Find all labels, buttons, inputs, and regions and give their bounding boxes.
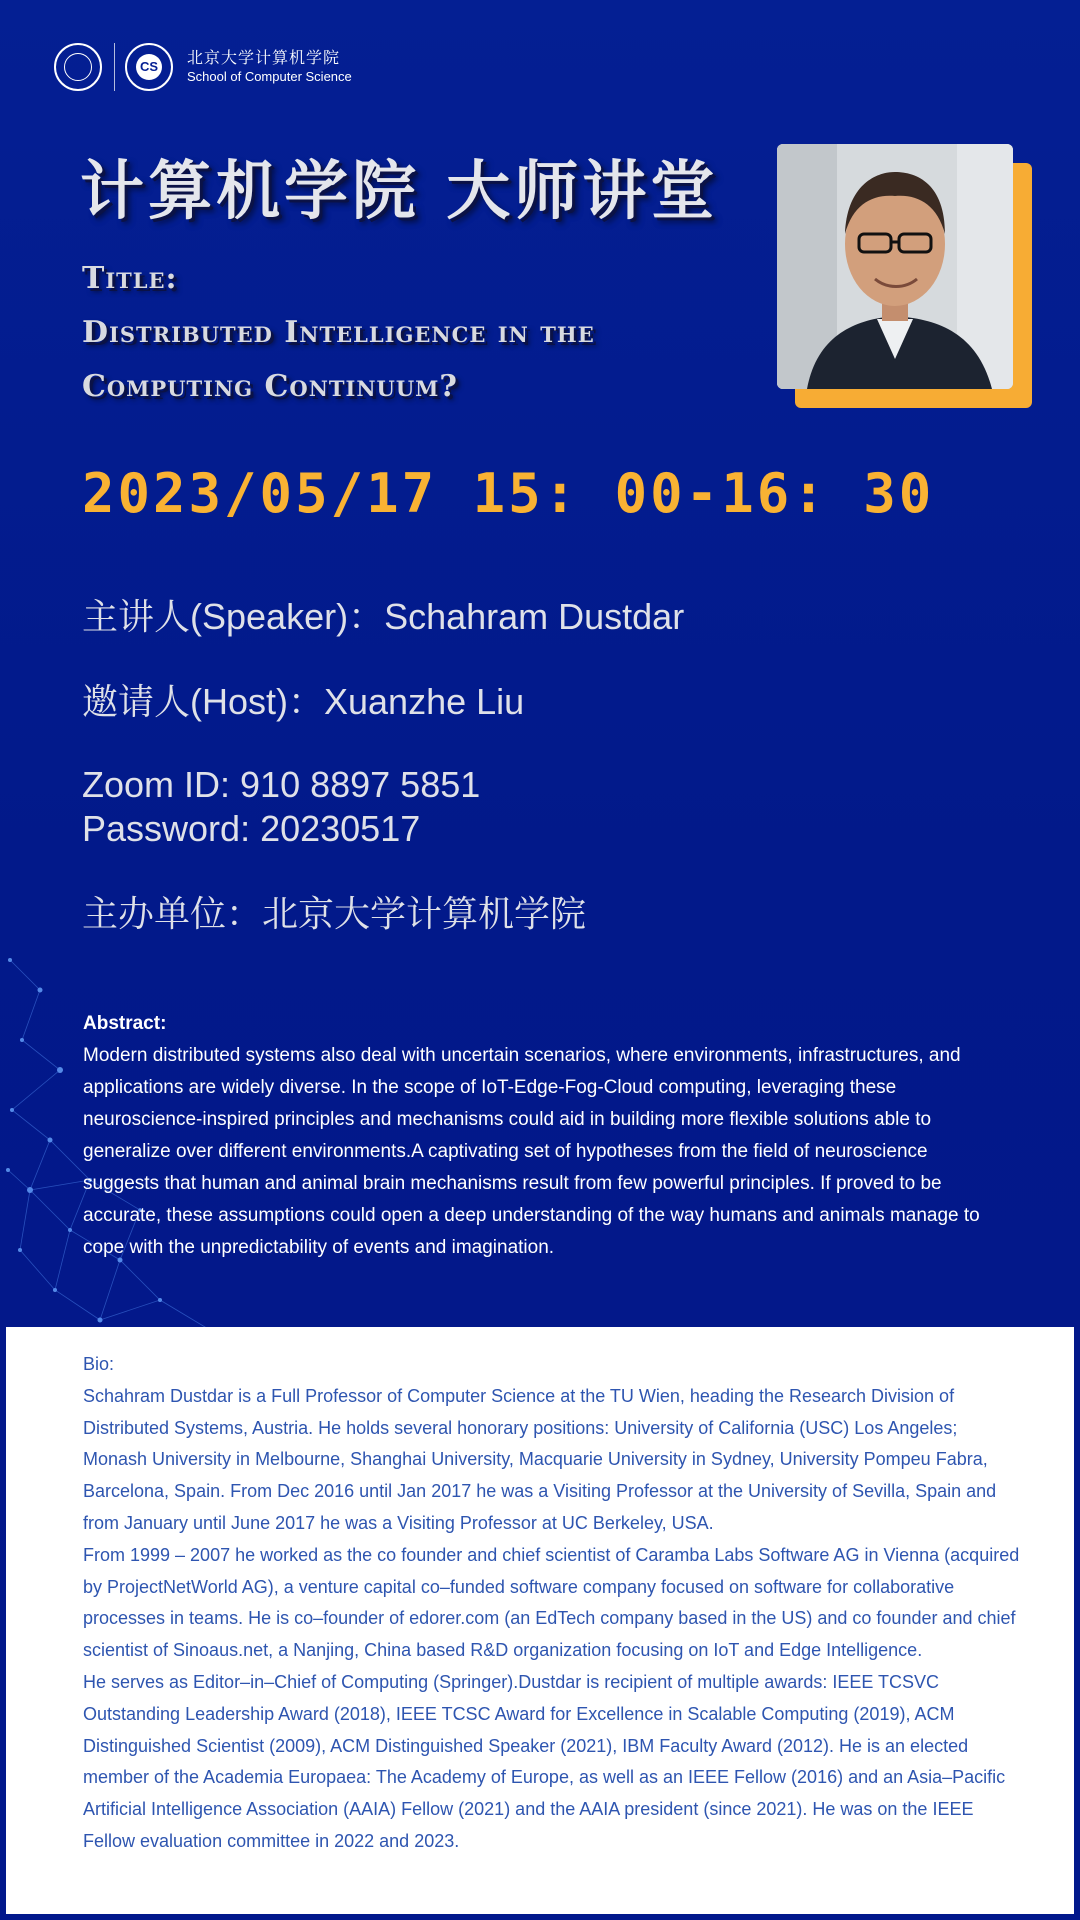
- school-name-cn: 北京大学计算机学院: [187, 50, 341, 67]
- bio-section: [83, 1349, 1023, 1858]
- bio-paragraph-1: Schahram Dustdar is a Full Professor of Computer Science at the TU Wien, heading the Research Division of Distributed Systems, Austria. He holds several honorary positions: University of California (USC) Los Angeles; Monash University in Melbourne, Shanghai University, Macquarie University in Sydney, University Pompeu Fabra, Barcelona, Spain. From Dec 2016 until Jan 2017 he was a Visiting Professor at the University of Sevilla, Spain and from January until June 2017 he was a Visiting Professor at UC Berkeley, USA.: [83, 1385, 997, 1533]
- main-title: 计算机学院 大师讲堂: [80, 155, 719, 229]
- talk-title: [82, 252, 722, 414]
- school-name-en: School of Computer Science: [187, 69, 352, 84]
- bio-panel: [6, 1327, 1074, 1914]
- bio-paragraph-2: From 1999 – 2007 he worked as the co founder and chief scientist of Caramba Labs Software AG in Vienna (acquired by ProjectNetWorld AG), a venture capital co–funded software company focused on software for collaborative processes in teams. He is co–founder of edorer.com (an EdTech company based in the US) and co founder and chief scientist of Sinoaus.net, a Nanjing, China based R&D organization focusing on IoT and Edge Intelligence.: [83, 1544, 1020, 1661]
- cs-logo-text: CS: [136, 54, 162, 80]
- organizer-line: 主办单位：北京大学计算机学院: [82, 893, 587, 934]
- host-line: 邀请人(Host)：Xuanzhe Liu: [82, 681, 525, 722]
- logo-divider: [114, 43, 115, 91]
- abstract-text: Modern distributed systems also deal with uncertain scenarios, where environments, infrastructures, and applications are widely diverse. In the scope of IoT-Edge-Fog-Cloud computing, leveraging these neuroscience-inspired principles and mechanisms could aid in building more flexible solutions able to generalize over different environments.A captivating set of hypotheses from the field of neuroscience suggests that human and animal brain mechanisms result from few powerful principles. If proved to be accurate, these assumptions could open a deep understanding of the way humans and animals manage to cope with the unpredictability of events and imagination.: [83, 1045, 980, 1258]
- bio-label: Bio:: [83, 1354, 115, 1374]
- speaker-line: 主讲人(Speaker)：Schahram Dustdar: [82, 596, 685, 637]
- speaker-photo: [777, 144, 1013, 389]
- logo-bar: [54, 40, 352, 94]
- abstract-label: Abstract:: [83, 1013, 167, 1034]
- zoom-password: Password: 20230517: [82, 808, 421, 849]
- cs-seal-icon: [125, 43, 173, 91]
- event-datetime: 2023/05/17 15: 00-16: 30: [82, 462, 935, 525]
- zoom-id: Zoom ID: 910 8897 5851: [82, 764, 481, 805]
- talk-title-line1: Distributed Intelligence in the: [82, 315, 595, 350]
- bio-paragraph-3: He serves as Editor–in–Chief of Computing (Springer).Dustdar is recipient of multiple awards: IEEE TCSVC Outstanding Leadership Award (2018), IEEE TCSC Award for Excellence in Scalable Computing (2019), ACM Distinguished Scientist (2009), ACM Distinguished Speaker (2021), IBM Faculty Award (2012). He is an elected member of the Academia Europaea: The Academy of Europe, as well as an IEEE Fellow (2016) and an Asia–Pacific Artificial Intelligence Association (AAIA) Fellow (2021) and the AAIA president (since 2021). He was on the IEEE Fellow evaluation committee in 2022 and 2023.: [83, 1671, 1006, 1851]
- pku-seal-icon: [54, 43, 102, 91]
- talk-title-label: Title:: [82, 261, 178, 296]
- talk-title-line2: Computing Continuum?: [82, 369, 459, 404]
- school-names: [187, 49, 352, 85]
- abstract-section: [83, 1008, 1003, 1264]
